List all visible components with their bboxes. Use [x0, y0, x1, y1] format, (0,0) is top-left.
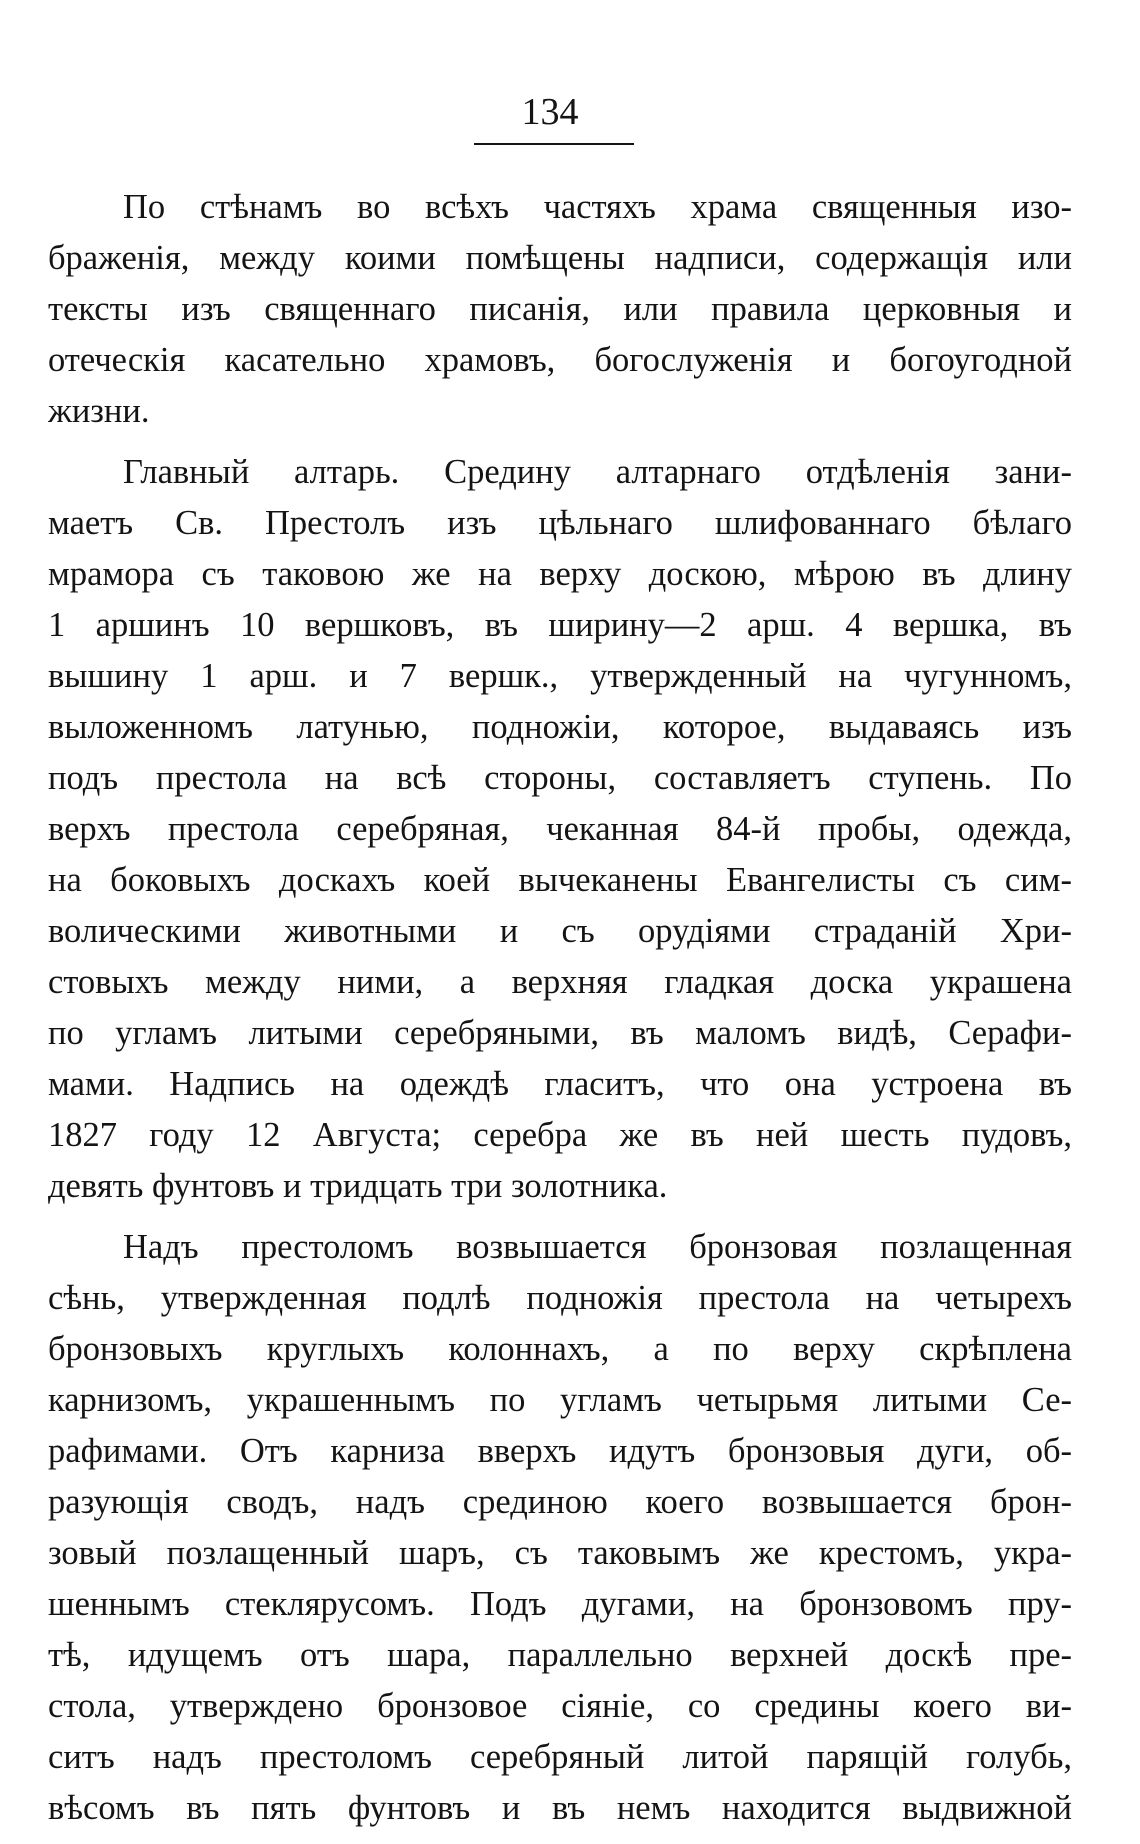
text-line: девять фунтовъ и тридцать три золотника.: [48, 1167, 668, 1205]
text-line: мами. Надпись на одеждѣ гласитъ, что она устроена въ: [48, 1065, 1072, 1103]
text-line: браженія, между коими помѣщены надписи, содержащія или: [48, 239, 1072, 277]
paragraph-2: [48, 447, 1072, 1212]
text-line: верхъ престола серебряная, чеканная 84-й пробы, одежда,: [48, 810, 1072, 848]
text-line: жизни.: [48, 392, 150, 430]
text-line: стовыхъ между ними, а верхняя гладкая доска украшена: [48, 963, 1072, 1001]
text-line: стола, утверждено бронзовое сіяніе, со средины коего ви-: [48, 1687, 1072, 1725]
text-line: зовый позлащенный шаръ, съ таковымъ же крестомъ, укра-: [48, 1534, 1072, 1572]
text-line: тѣ, идущемъ отъ шара, параллельно верхней доскѣ пре-: [48, 1636, 1072, 1674]
text-line: рафимами. Отъ карниза вверхъ идутъ бронзовыя дуги, об-: [48, 1432, 1072, 1470]
text-line: шеннымъ стеклярусомъ. Подъ дугами, на бронзовомъ пру-: [48, 1585, 1072, 1623]
text-line: по угламъ литыми серебряными, въ маломъ видѣ, Серафи-: [48, 1014, 1072, 1052]
text-line: выложенномъ латунью, подножіи, которое, выдаваясь изъ: [48, 708, 1072, 746]
text-line: на боковыхъ доскахъ коей вычеканены Евангелисты съ сим-: [48, 861, 1072, 899]
paragraph-3: [48, 1222, 1072, 1834]
text-line: сѣнь, утвержденная подлѣ подножія престола на четырехъ: [48, 1279, 1072, 1317]
text-line: По стѣнамъ во всѣхъ частяхъ храма священныя изо-: [123, 188, 1072, 226]
text-line: Надъ престоломъ возвышается бронзовая позлащенная: [123, 1228, 1072, 1266]
page-number: 134: [521, 91, 579, 133]
paragraph-1: [48, 182, 1072, 437]
text-line: подъ престола на всѣ стороны, составляетъ ступень. По: [48, 759, 1072, 797]
text-line: мрамора съ таковою же на верху доскою, мѣрою въ длину: [48, 555, 1072, 593]
text-line: бронзовыхъ круглыхъ колоннахъ, а по верху скрѣплена: [48, 1330, 1072, 1368]
text-line: ситъ надъ престоломъ серебряный литой парящій голубь,: [48, 1738, 1072, 1776]
text-line: 1 аршинъ 10 вершковъ, въ ширину—2 арш. 4 вершка, въ: [48, 606, 1072, 644]
text-line: вѣсомъ въ пять фунтовъ и въ немъ находится выдвижной: [48, 1789, 1072, 1827]
text-line: 1827 году 12 Августа; серебра же въ ней шесть пудовъ,: [48, 1116, 1072, 1154]
text-line: волическими животными и съ орудіями страданій Хри-: [48, 912, 1072, 950]
text-line: отеческія касательно храмовъ, богослуженія и богоугодной: [48, 341, 1072, 379]
text-line: Главный алтарь. Средину алтарнаго отдѣленія зани-: [123, 453, 1072, 491]
text-line: вышину 1 арш. и 7 вершк., утвержденный на чугунномъ,: [48, 657, 1072, 695]
body-text: [48, 182, 1072, 1844]
text-line: маетъ Св. Престолъ изъ цѣльнаго шлифованнаго бѣлаго: [48, 504, 1072, 542]
text-line: тексты изъ священнаго писанія, или правила церковныя и: [48, 290, 1072, 328]
text-line: разующія сводъ, надъ срединою коего возвышается брон-: [48, 1483, 1072, 1521]
text-line: карнизомъ, украшеннымъ по угламъ четырьмя литыми Се-: [48, 1381, 1072, 1419]
page-number-rule: [474, 143, 634, 145]
